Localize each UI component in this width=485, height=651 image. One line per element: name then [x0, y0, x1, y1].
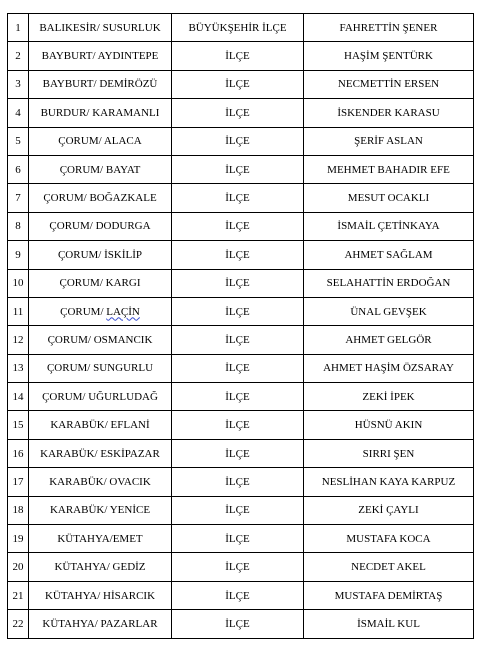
province-district: ÇORUM/ BOĞAZKALE — [29, 184, 172, 212]
mayor-name: MESUT OCAKLI — [304, 184, 474, 212]
municipality-type: İLÇE — [172, 326, 304, 354]
mayor-name: SELAHATTİN ERDOĞAN — [304, 269, 474, 297]
row-number: 19 — [8, 525, 29, 553]
row-number: 8 — [8, 212, 29, 240]
municipality-type: İLÇE — [172, 42, 304, 70]
municipality-type: İLÇE — [172, 525, 304, 553]
province-district: ÇORUM/ İSKİLİP — [29, 241, 172, 269]
mayor-name: ZEKİ ÇAYLI — [304, 496, 474, 524]
municipality-type: İLÇE — [172, 241, 304, 269]
row-number: 5 — [8, 127, 29, 155]
mayor-name: AHMET SAĞLAM — [304, 241, 474, 269]
province-district: ÇORUM/ OSMANCIK — [29, 326, 172, 354]
mayor-name: İSKENDER KARASU — [304, 99, 474, 127]
row-number: 17 — [8, 468, 29, 496]
table-row — [8, 212, 474, 240]
row-number: 21 — [8, 581, 29, 609]
spellcheck-underlined-word: LAÇİN — [106, 305, 140, 318]
province-district — [29, 297, 172, 325]
mayor-name: ÜNAL GEVŞEK — [304, 297, 474, 325]
province-district: BURDUR/ KARAMANLI — [29, 99, 172, 127]
row-number: 9 — [8, 241, 29, 269]
table-row — [8, 184, 474, 212]
mayor-name: NESLİHAN KAYA KARPUZ — [304, 468, 474, 496]
location-prefix: ÇORUM/ — [60, 305, 107, 318]
municipality-type: İLÇE — [172, 610, 304, 638]
table-row — [8, 269, 474, 297]
table-row — [8, 553, 474, 581]
row-number: 15 — [8, 411, 29, 439]
mayor-name: MEHMET BAHADIR EFE — [304, 155, 474, 183]
row-number: 2 — [8, 42, 29, 70]
table-row — [8, 241, 474, 269]
table-row — [8, 155, 474, 183]
mayor-name: MUSTAFA KOCA — [304, 525, 474, 553]
row-number: 16 — [8, 439, 29, 467]
table-row — [8, 70, 474, 98]
row-number: 7 — [8, 184, 29, 212]
province-district: KÜTAHYA/ PAZARLAR — [29, 610, 172, 638]
municipality-type: İLÇE — [172, 439, 304, 467]
province-district: ÇORUM/ UĞURLUDAĞ — [29, 383, 172, 411]
province-district: ÇORUM/ BAYAT — [29, 155, 172, 183]
province-district: ÇORUM/ SUNGURLU — [29, 354, 172, 382]
municipality-type: İLÇE — [172, 99, 304, 127]
table-row — [8, 14, 474, 42]
row-number: 3 — [8, 70, 29, 98]
mayor-name: AHMET HAŞİM ÖZSARAY — [304, 354, 474, 382]
municipality-type: İLÇE — [172, 581, 304, 609]
table-row — [8, 468, 474, 496]
mayor-name: MUSTAFA DEMİRTAŞ — [304, 581, 474, 609]
province-district: BAYBURT/ AYDINTEPE — [29, 42, 172, 70]
province-district: KARABÜK/ YENİCE — [29, 496, 172, 524]
row-number: 18 — [8, 496, 29, 524]
row-number: 12 — [8, 326, 29, 354]
municipality-type: İLÇE — [172, 553, 304, 581]
mayor-name: NECDET AKEL — [304, 553, 474, 581]
mayor-name: İSMAİL KUL — [304, 610, 474, 638]
table-row — [8, 326, 474, 354]
row-number: 14 — [8, 383, 29, 411]
mayor-name: AHMET GELGÖR — [304, 326, 474, 354]
table-row — [8, 383, 474, 411]
mayor-name: NECMETTİN ERSEN — [304, 70, 474, 98]
municipality-type: İLÇE — [172, 184, 304, 212]
table-row — [8, 496, 474, 524]
province-district: KÜTAHYA/EMET — [29, 525, 172, 553]
row-number: 13 — [8, 354, 29, 382]
province-district: KÜTAHYA/ HİSARCIK — [29, 581, 172, 609]
table-row — [8, 99, 474, 127]
row-number: 4 — [8, 99, 29, 127]
table-row — [8, 525, 474, 553]
municipality-type: İLÇE — [172, 297, 304, 325]
row-number: 1 — [8, 14, 29, 42]
municipality-type: İLÇE — [172, 354, 304, 382]
municipality-type: İLÇE — [172, 468, 304, 496]
mayor-name: ZEKİ İPEK — [304, 383, 474, 411]
municipality-type: İLÇE — [172, 70, 304, 98]
province-district: ÇORUM/ ALACA — [29, 127, 172, 155]
province-district: KARABÜK/ ESKİPAZAR — [29, 439, 172, 467]
table-row — [8, 581, 474, 609]
mayor-name: HAŞİM ŞENTÜRK — [304, 42, 474, 70]
row-number: 6 — [8, 155, 29, 183]
municipality-type: İLÇE — [172, 411, 304, 439]
province-district: BALIKESİR/ SUSURLUK — [29, 14, 172, 42]
mayor-table — [7, 13, 474, 639]
table-row — [8, 127, 474, 155]
mayor-name: İSMAİL ÇETİNKAYA — [304, 212, 474, 240]
municipality-type: İLÇE — [172, 127, 304, 155]
municipality-type: İLÇE — [172, 155, 304, 183]
mayor-name: ŞERİF ASLAN — [304, 127, 474, 155]
province-district: KARABÜK/ EFLANİ — [29, 411, 172, 439]
table-row — [8, 42, 474, 70]
province-district: ÇORUM/ KARGI — [29, 269, 172, 297]
mayor-name: SIRRI ŞEN — [304, 439, 474, 467]
table-row — [8, 411, 474, 439]
mayor-name: HÜSNÜ AKIN — [304, 411, 474, 439]
province-district: BAYBURT/ DEMİRÖZÜ — [29, 70, 172, 98]
table-row — [8, 439, 474, 467]
table-row — [8, 297, 474, 325]
municipality-type: İLÇE — [172, 269, 304, 297]
province-district: KÜTAHYA/ GEDİZ — [29, 553, 172, 581]
province-district: KARABÜK/ OVACIK — [29, 468, 172, 496]
municipality-type: BÜYÜKŞEHİR İLÇE — [172, 14, 304, 42]
row-number: 20 — [8, 553, 29, 581]
table-row — [8, 354, 474, 382]
municipality-type: İLÇE — [172, 383, 304, 411]
municipality-type: İLÇE — [172, 212, 304, 240]
row-number: 11 — [8, 297, 29, 325]
municipality-type: İLÇE — [172, 496, 304, 524]
province-district: ÇORUM/ DODURGA — [29, 212, 172, 240]
row-number: 22 — [8, 610, 29, 638]
table-row — [8, 610, 474, 638]
row-number: 10 — [8, 269, 29, 297]
mayor-name: FAHRETTİN ŞENER — [304, 14, 474, 42]
